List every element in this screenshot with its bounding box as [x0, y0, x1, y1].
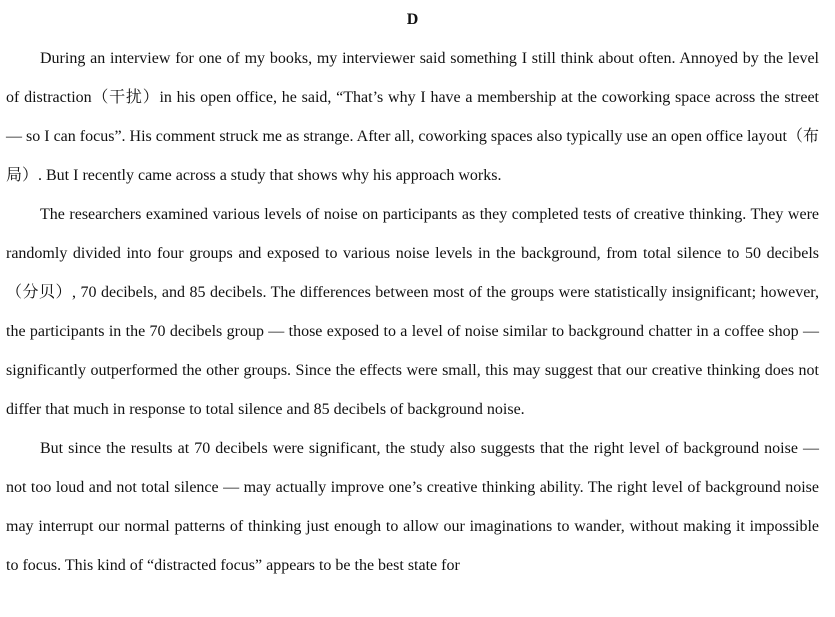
- paragraph-3: But since the results at 70 decibels were significant, the study also suggests that the right level of background noise — not too loud and not total silence — may actually improve one’s creative thinking ability. The right level of background noise may interrupt our normal patterns of thinking just enough to allow our imaginations to wander, without making it impossible to focus. This kind of “distracted focus” appears to be the best state for: [6, 440, 819, 574]
- paragraph-1: During an interview for one of my books, my interviewer said something I still think about often. Annoyed by the level of distraction（干扰）in his open office, he said, “That’s why I have a membership at the coworking space across the street — so I can focus”. His comment struck me as strange. After all, coworking spaces also typically use an open office layout（布局）. But I recently came across a study that shows why his approach works.: [6, 50, 819, 184]
- paragraph-2: The researchers examined various levels of noise on participants as they completed tests of creative thinking. They were randomly divided into four groups and exposed to various noise levels in the background, from total silence to 50 decibels（分贝）, 70 decibels, and 85 decibels. The differences between most of the groups were statistically insignificant; however, the participants in the 70 decibels group — those exposed to a level of noise similar to background chatter in a coffee shop — significantly outperformed the other groups. Since the effects were small, this may suggest that our creative thinking does not differ that much in response to total silence and 85 decibels of background noise.: [6, 206, 819, 418]
- document-page: [6, 0, 819, 585]
- section-heading: D: [406, 11, 419, 28]
